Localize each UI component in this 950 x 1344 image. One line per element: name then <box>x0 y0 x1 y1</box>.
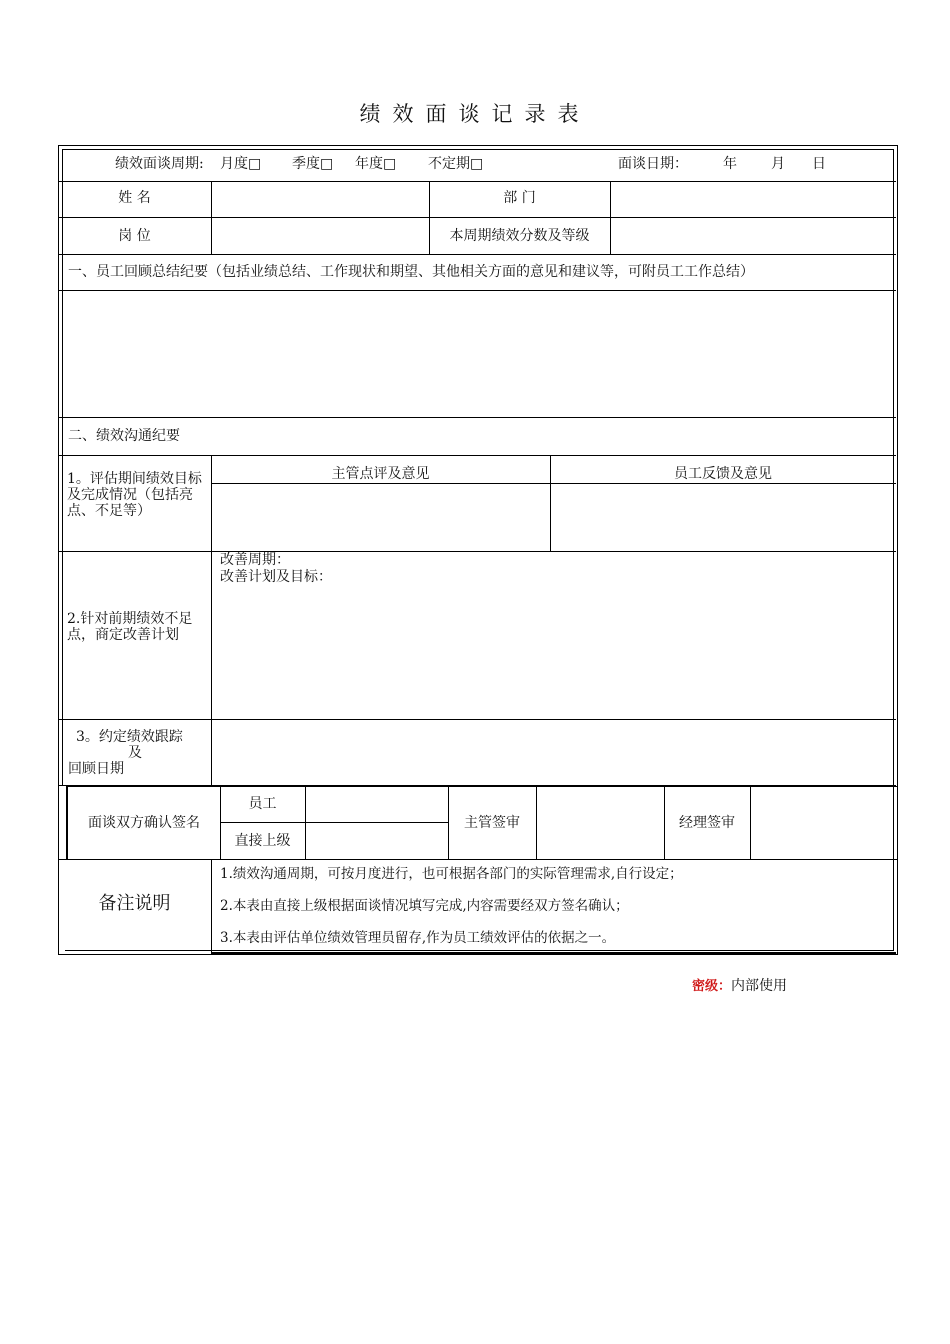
date-day: 日 <box>812 156 826 172</box>
employee-sign-label: 员工 <box>248 796 277 812</box>
supervisor-review-field[interactable] <box>537 787 663 858</box>
row-divider <box>58 254 896 255</box>
option-monthly[interactable]: 月度□ <box>220 156 262 172</box>
post-label: 岗 位 <box>118 228 151 244</box>
review-date-field[interactable] <box>212 720 894 785</box>
remark-item-3: 3.本表由评估单位绩效管理员留存,作为员工绩效评估的依据之一。 <box>220 930 616 946</box>
supervisor-review-label: 主管签审 <box>464 815 520 831</box>
improve-plan-field[interactable] <box>212 588 894 718</box>
section1-title: 一、员工回顾总结纪要（包括业绩总结、工作现状和期望、其他相关方面的意见和建议等，可附员工工作总结） <box>68 264 754 280</box>
page-title: 绩效面谈记录表 <box>359 102 591 126</box>
security-value: 内部使用 <box>731 978 788 994</box>
security-level <box>692 975 787 995</box>
security-label: 密级： <box>692 979 732 994</box>
employee-feedback-field[interactable] <box>551 484 894 550</box>
dept-field[interactable] <box>611 182 895 217</box>
employee-sign-field[interactable] <box>306 787 447 821</box>
improve-plan-label: 改善计划及目标： <box>220 569 332 585</box>
post-field[interactable] <box>212 218 428 254</box>
row-divider <box>58 455 896 456</box>
item3-label-line2: 及 <box>128 745 142 761</box>
section2-title: 二、绩效沟通纪要 <box>68 428 180 444</box>
row-divider <box>58 551 896 552</box>
improve-period-label: 改善周期： <box>220 552 290 568</box>
name-label: 姓 名 <box>118 190 151 206</box>
superior-sign-field[interactable] <box>306 823 447 858</box>
item3-label-line1: 3。约定绩效跟踪 <box>76 729 183 745</box>
remark-item-2: 2.本表由直接上级根据面谈情况填写完成,内容需要经双方签名确认； <box>220 898 629 914</box>
signature-label: 面谈双方确认签名 <box>88 815 200 831</box>
remark-item-1: 1.绩效沟通周期，可按月度进行，也可根据各部门的实际管理需求,自行设定； <box>220 866 683 882</box>
manager-review-field[interactable] <box>751 787 894 858</box>
item1-label: 1。评估期间绩效目标及完成情况（包括亮点、不足等） <box>67 471 202 519</box>
period-prefix: 绩效面谈周期: <box>115 156 204 172</box>
superior-sign-label: 直接上级 <box>234 833 291 849</box>
item2-label: 2.针对前期绩效不足点，商定改善计划 <box>67 611 193 643</box>
score-label: 本周期绩效分数及等级 <box>449 228 590 244</box>
option-yearly[interactable]: 年度□ <box>355 156 397 172</box>
supervisor-comment-header: 主管点评及意见 <box>331 466 430 482</box>
date-month: 月 <box>771 156 785 172</box>
row-divider <box>58 417 896 418</box>
supervisor-comment-field[interactable] <box>212 484 549 550</box>
option-quarterly[interactable]: 季度□ <box>292 156 334 172</box>
score-field[interactable] <box>611 218 895 254</box>
date-year: 年 <box>723 156 737 172</box>
option-irregular[interactable]: 不定期□ <box>428 156 484 172</box>
date-label: 面谈日期： <box>618 156 688 172</box>
section1-content-area[interactable] <box>60 291 894 416</box>
remarks-label: 备注说明 <box>98 893 171 914</box>
manager-review-label: 经理签审 <box>679 815 735 831</box>
item3-label-line3: 回顾日期 <box>68 761 124 777</box>
name-field[interactable] <box>212 182 428 217</box>
dept-label: 部 门 <box>503 190 536 206</box>
employee-feedback-header: 员工反馈及意见 <box>674 466 772 482</box>
